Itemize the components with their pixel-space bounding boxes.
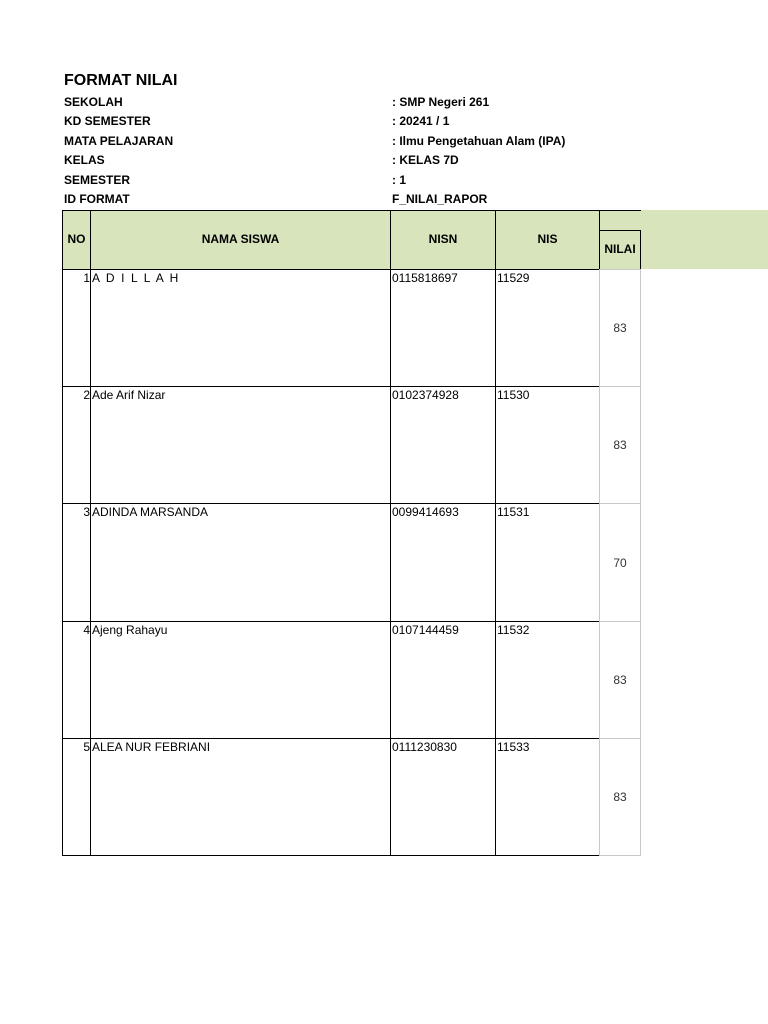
row-nisn: 0111230830	[392, 740, 457, 754]
table-top-border	[63, 210, 641, 211]
meta-value-kelas: : KELAS 7D	[392, 153, 459, 167]
row-nama-siswa: ADINDA MARSANDA	[92, 505, 209, 519]
nilai-input[interactable]: 83	[599, 738, 641, 856]
row-nama-siswa: Ade Arif Nizar	[92, 388, 166, 402]
form-title: FORMAT NILAI	[64, 72, 178, 89]
row-nisn: 0107144459	[392, 623, 459, 637]
row-nis: 11532	[497, 623, 530, 637]
header-nis: NIS	[537, 232, 558, 246]
column-divider	[90, 210, 91, 856]
row-no: 2	[83, 388, 90, 402]
column-divider	[495, 210, 496, 856]
row-nama-siswa: A D I L L A H	[92, 271, 180, 285]
header-nisn: NISN	[428, 232, 458, 246]
row-nis: 11529	[497, 271, 530, 285]
table-bottom-border	[63, 855, 599, 856]
header-nilai: NILAI	[604, 242, 636, 256]
header-extension-band	[641, 210, 768, 269]
row-nis: 11533	[497, 740, 530, 754]
meta-value-kd-semester: : 20241 / 1	[392, 114, 450, 128]
meta-value-semester: : 1	[392, 173, 407, 187]
row-nis: 11531	[497, 505, 530, 519]
row-nisn: 0099414693	[392, 505, 459, 519]
row-nama-siswa: Ajeng Rahayu	[92, 623, 168, 637]
nilai-input[interactable]: 83	[599, 269, 641, 387]
row-no: 5	[83, 740, 90, 754]
header-nama-siswa: NAMA SISWA	[201, 232, 280, 246]
nilai-input[interactable]: 83	[599, 386, 641, 504]
row-nis: 11530	[497, 388, 530, 402]
header-no: NO	[67, 232, 86, 246]
table-left-border	[62, 210, 63, 856]
column-divider	[390, 210, 391, 856]
row-nama-siswa: ALEA NUR FEBRIANI	[92, 740, 211, 754]
meta-value-sekolah: : SMP Negeri 261	[392, 95, 490, 109]
meta-value-id-format: F_NILAI_RAPOR	[392, 192, 488, 206]
meta-label-mata-pelajaran: MATA PELAJARAN	[64, 134, 174, 148]
meta-label-semester: SEMESTER	[64, 173, 131, 187]
row-no: 3	[83, 505, 90, 519]
meta-label-id-format: ID FORMAT	[64, 192, 130, 206]
row-nisn: 0115818697	[392, 271, 458, 285]
nilai-input[interactable]: 70	[599, 503, 641, 622]
meta-label-sekolah: SEKOLAH	[64, 95, 123, 109]
row-nisn: 0102374928	[392, 388, 459, 402]
meta-label-kd-semester: KD SEMESTER	[64, 114, 151, 128]
meta-value-mata-pelajaran: : Ilmu Pengetahuan Alam (IPA)	[392, 134, 566, 148]
meta-label-kelas: KELAS	[64, 153, 105, 167]
row-no: 1	[83, 271, 90, 285]
row-no: 4	[83, 623, 90, 637]
nilai-input[interactable]: 83	[599, 621, 641, 739]
